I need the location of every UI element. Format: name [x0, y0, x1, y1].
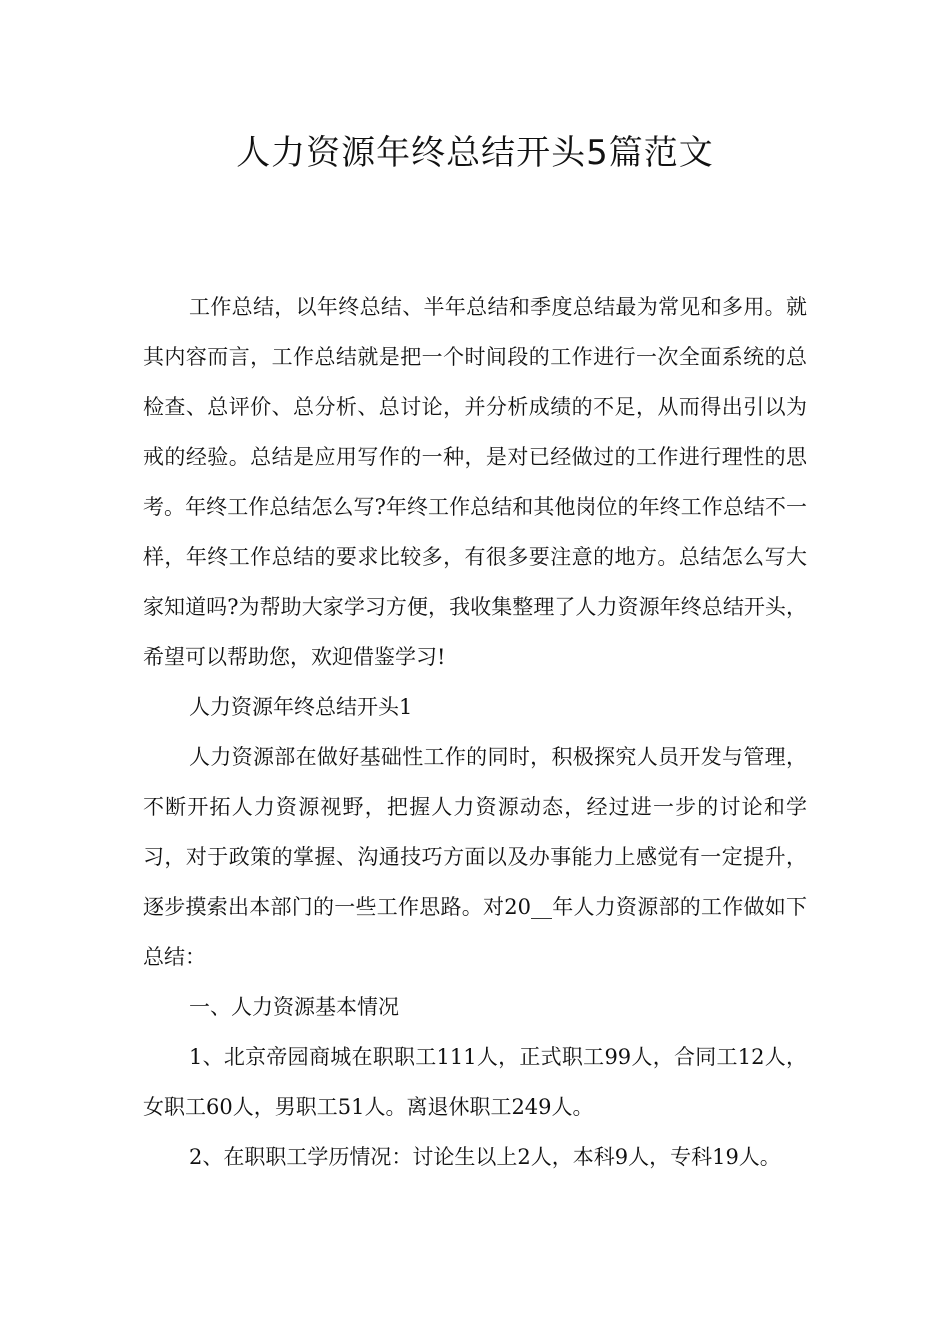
subheading-basic-info: 一、人力资源基本情况 — [189, 995, 399, 1019]
paragraph-staff-count: 1、北京帝园商城在职职工111人，正式职工99人，合同工12人，女职工60人，男职工51人。离退休职工249人。 — [143, 1045, 807, 1119]
document-body — [143, 282, 807, 1182]
document-title: 人力资源年终总结开头5篇范文 — [236, 133, 714, 173]
intro-paragraph: 工作总结，以年终总结、半年总结和季度总结最为常见和多用。就其内容而言，工作总结就是把一个时间段的工作进行一次全面系统的总检查、总评价、总分析、总讨论，并分析成绩的不足，从而得出引以为戒的经验。总结是应用写作的一种，是对已经做过的工作进行理性的思考。年终工作总结怎么写?年终工作总结和其他岗位的年终工作总结不一样，年终工作总结的要求比较多，有很多要注意的地方。总结怎么写大家知道吗?为帮助大家学习方便，我收集整理了人力资源年终总结开头，希望可以帮助您，欢迎借鉴学习! — [143, 295, 807, 669]
paragraph-education: 2、在职职工学历情况：讨论生以上2人，本科9人，专科19人。 — [189, 1145, 781, 1169]
section-heading-1: 人力资源年终总结开头1 — [189, 695, 413, 719]
paragraph-hr-department: 人力资源部在做好基础性工作的同时，积极探究人员开发与管理，不断开拓人力资源视野，把握人力资源动态，经过进一步的讨论和学习，对于政策的掌握、沟通技巧方面以及办事能力上感觉有一定提升，逐步摸索出本部门的一些工作思路。对20__年人力资源部的工作做如下总结： — [143, 745, 807, 969]
